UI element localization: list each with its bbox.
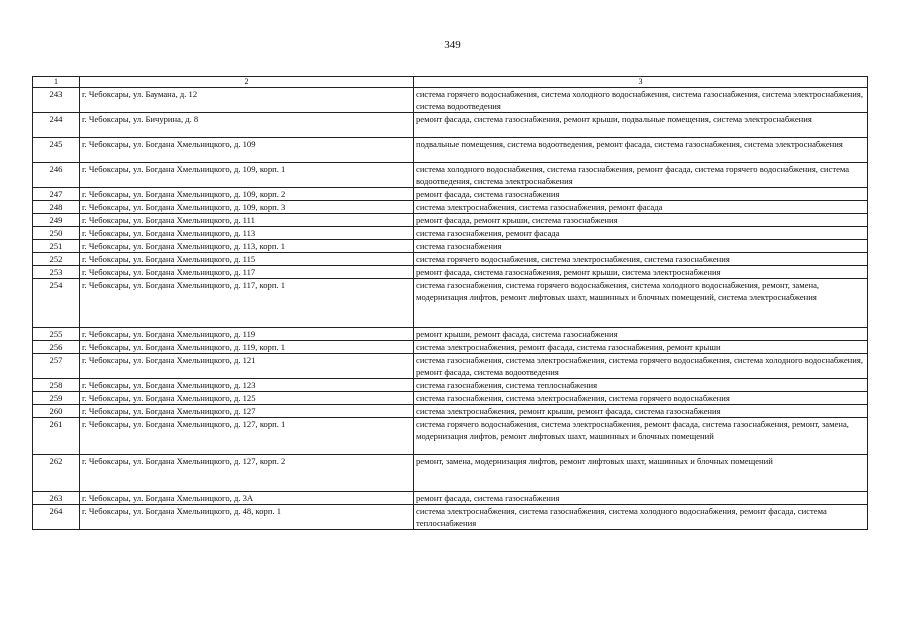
works-cell: система электроснабжения, система газоснабжения, система холодного водоснабжения, ремонт фасада, система теплоснабжения	[414, 505, 868, 530]
works-cell: система газоснабжения, система электроснабжения, система горячего водоснабжения, система холодного водоснабжения, ремонт фасада, система водоотведения	[414, 354, 868, 379]
row-number-cell: 263	[33, 492, 80, 505]
address-cell: г. Чебоксары, ул. Богдана Хмельницкого, д. 119, корп. 1	[80, 341, 414, 354]
row-number-cell: 262	[33, 455, 80, 492]
header-col-2: 2	[80, 77, 414, 88]
works-cell: система газоснабжения, система горячего водоснабжения, система холодного водоснабжения, ремонт, замена, модернизация лифтов, ремонт лифтовых шахт, машинных и блочных помещений, система электроснабжения	[414, 279, 868, 328]
address-cell: г. Чебоксары, ул. Богдана Хмельницкого, д. 123	[80, 379, 414, 392]
row-number-cell: 250	[33, 227, 80, 240]
works-cell: система электроснабжения, система газоснабжения, ремонт фасада	[414, 201, 868, 214]
row-number-cell: 247	[33, 188, 80, 201]
works-cell: ремонт фасада, система газоснабжения	[414, 492, 868, 505]
table-row	[33, 253, 868, 266]
row-number-cell: 248	[33, 201, 80, 214]
table-row	[33, 240, 868, 253]
header-col-3: 3	[414, 77, 868, 88]
table-row	[33, 214, 868, 227]
address-cell: г. Чебоксары, ул. Богдана Хмельницкого, д. 113	[80, 227, 414, 240]
address-cell: г. Чебоксары, ул. Богдана Хмельницкого, д. 125	[80, 392, 414, 405]
works-cell: ремонт крыши, ремонт фасада, система газоснабжения	[414, 328, 868, 341]
row-number-cell: 255	[33, 328, 80, 341]
address-cell: г. Чебоксары, ул. Богдана Хмельницкого, д. 115	[80, 253, 414, 266]
row-number-cell: 256	[33, 341, 80, 354]
address-cell: г. Чебоксары, ул. Богдана Хмельницкого, д. 3А	[80, 492, 414, 505]
works-cell: ремонт фасада, система газоснабжения, ремонт крыши, система электроснабжения	[414, 266, 868, 279]
works-cell: система электроснабжения, ремонт фасада, система газоснабжения, ремонт крыши	[414, 341, 868, 354]
header-row	[33, 77, 868, 88]
table-row	[33, 405, 868, 418]
table-row	[33, 163, 868, 188]
works-cell: ремонт фасада, система газоснабжения, ремонт крыши, подвальные помещения, система электроснабжения	[414, 113, 868, 138]
works-cell: система газоснабжения	[414, 240, 868, 253]
works-cell: подвальные помещения, система водоотведения, ремонт фасада, система газоснабжения, система электроснабжения	[414, 138, 868, 163]
table-row	[33, 492, 868, 505]
works-cell: ремонт, замена, модернизация лифтов, ремонт лифтовых шахт, машинных и блочных помещений	[414, 455, 868, 492]
address-cell: г. Чебоксары, ул. Богдана Хмельницкого, д. 121	[80, 354, 414, 379]
address-cell: г. Чебоксары, ул. Баумана, д. 12	[80, 88, 414, 113]
row-number-cell: 243	[33, 88, 80, 113]
table-row	[33, 354, 868, 379]
table-row	[33, 138, 868, 163]
table-body	[33, 88, 868, 530]
row-number-cell: 245	[33, 138, 80, 163]
row-number-cell: 260	[33, 405, 80, 418]
table-row	[33, 88, 868, 113]
table-header	[33, 77, 868, 88]
works-cell: система горячего водоснабжения, система электроснабжения, система газоснабжения	[414, 253, 868, 266]
table-row	[33, 279, 868, 328]
works-cell: система газоснабжения, система электроснабжения, система горячего водоснабжения	[414, 392, 868, 405]
page-number: 349	[444, 39, 461, 51]
row-number-cell: 252	[33, 253, 80, 266]
table-row	[33, 418, 868, 455]
table-row	[33, 379, 868, 392]
address-cell: г. Чебоксары, ул. Богдана Хмельницкого, д. 127, корп. 2	[80, 455, 414, 492]
works-cell: ремонт фасада, система газоснабжения	[414, 188, 868, 201]
row-number-cell: 259	[33, 392, 80, 405]
address-cell: г. Чебоксары, ул. Богдана Хмельницкого, д. 109	[80, 138, 414, 163]
works-cell: система горячего водоснабжения, система электроснабжения, ремонт фасада, система газоснабжения, ремонт, замена, модернизация лифтов, ремонт лифтовых шахт, машинных и блочных помещений	[414, 418, 868, 455]
works-cell: система холодного водоснабжения, система газоснабжения, ремонт фасада, система горячего водоснабжения, система водоотведения, система электроснабжения	[414, 163, 868, 188]
table-row	[33, 266, 868, 279]
table-row	[33, 505, 868, 530]
row-number-cell: 264	[33, 505, 80, 530]
address-cell: г. Чебоксары, ул. Богдана Хмельницкого, д. 109, корп. 2	[80, 188, 414, 201]
row-number-cell: 246	[33, 163, 80, 188]
table-row	[33, 188, 868, 201]
row-number-cell: 253	[33, 266, 80, 279]
row-number-cell: 244	[33, 113, 80, 138]
table-row	[33, 328, 868, 341]
table-row	[33, 201, 868, 214]
address-cell: г. Чебоксары, ул. Богдана Хмельницкого, д. 111	[80, 214, 414, 227]
table-row	[33, 341, 868, 354]
table-row	[33, 113, 868, 138]
header-col-1: 1	[33, 77, 80, 88]
row-number-cell: 251	[33, 240, 80, 253]
works-cell: система электроснабжения, ремонт крыши, ремонт фасада, система газоснабжения	[414, 405, 868, 418]
address-cell: г. Чебоксары, ул. Богдана Хмельницкого, д. 117	[80, 266, 414, 279]
address-cell: г. Чебоксары, ул. Богдана Хмельницкого, д. 117, корп. 1	[80, 279, 414, 328]
works-cell: система горячего водоснабжения, система холодного водоснабжения, система газоснабжения, система электроснабжения, система водоотведения	[414, 88, 868, 113]
address-cell: г. Чебоксары, ул. Богдана Хмельницкого, д. 119	[80, 328, 414, 341]
works-cell: система газоснабжения, ремонт фасада	[414, 227, 868, 240]
address-cell: г. Чебоксары, ул. Богдана Хмельницкого, д. 127	[80, 405, 414, 418]
address-cell: г. Чебоксары, ул. Богдана Хмельницкого, д. 109, корп. 3	[80, 201, 414, 214]
row-number-cell: 258	[33, 379, 80, 392]
address-cell: г. Чебоксары, ул. Богдана Хмельницкого, д. 48, корп. 1	[80, 505, 414, 530]
address-cell: г. Чебоксары, ул. Богдана Хмельницкого, д. 127, корп. 1	[80, 418, 414, 455]
table-row	[33, 455, 868, 492]
works-cell: система газоснабжения, система теплоснабжения	[414, 379, 868, 392]
row-number-cell: 257	[33, 354, 80, 379]
address-cell: г. Чебоксары, ул. Бичурина, д. 8	[80, 113, 414, 138]
works-cell: ремонт фасада, ремонт крыши, система газоснабжения	[414, 214, 868, 227]
address-cell: г. Чебоксары, ул. Богдана Хмельницкого, д. 109, корп. 1	[80, 163, 414, 188]
row-number-cell: 254	[33, 279, 80, 328]
row-number-cell: 261	[33, 418, 80, 455]
table-row	[33, 392, 868, 405]
row-number-cell: 249	[33, 214, 80, 227]
address-cell: г. Чебоксары, ул. Богдана Хмельницкого, д. 113, корп. 1	[80, 240, 414, 253]
register-table	[32, 76, 868, 530]
table-row	[33, 227, 868, 240]
